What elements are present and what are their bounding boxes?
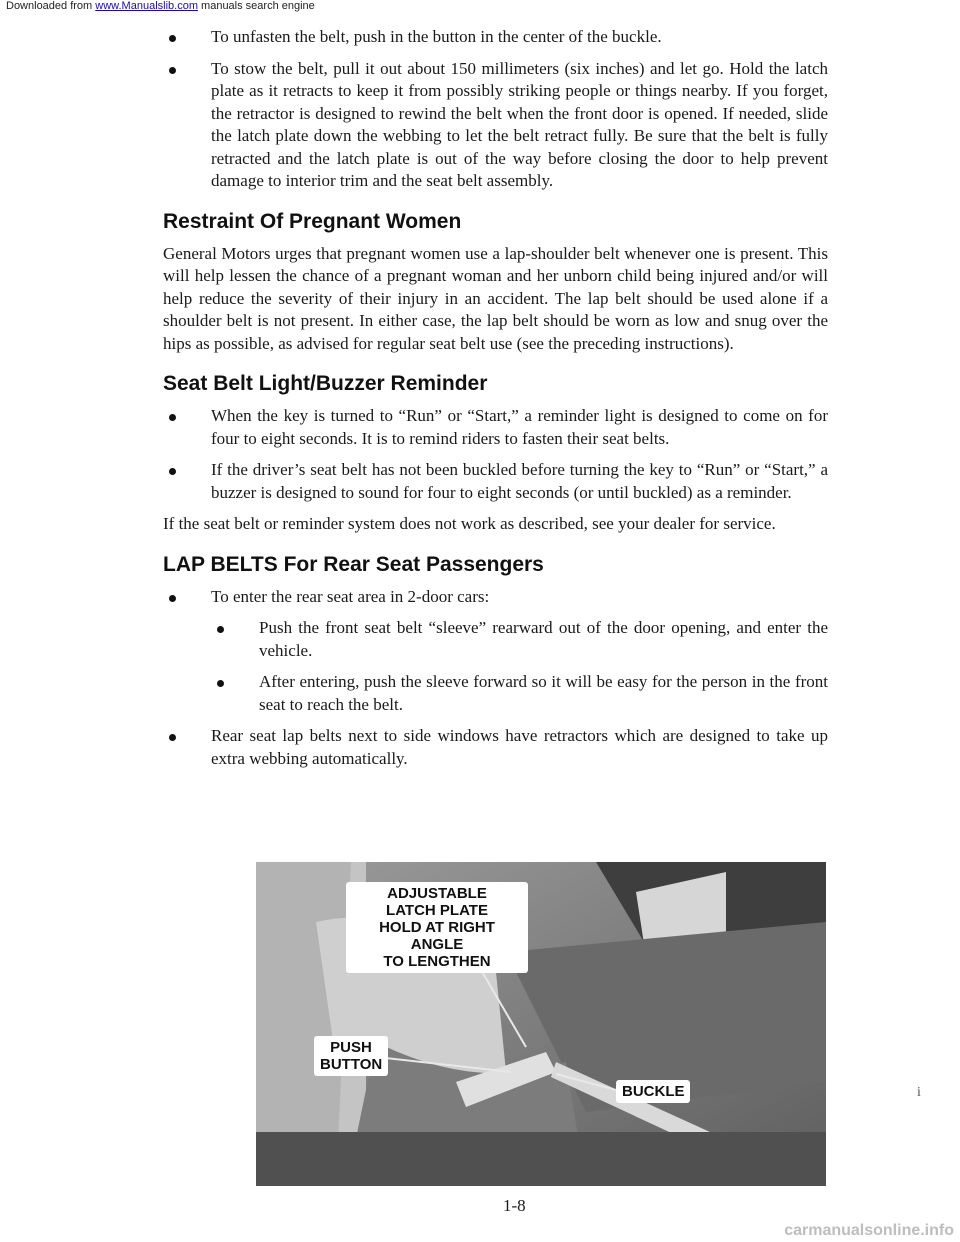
list-item: When the key is turned to “Run” or “Start,” a reminder light is designed to come on for four to eight seconds. It is to remind riders to fasten their seat belts.: [163, 405, 828, 450]
manualslib-link[interactable]: www.Manualslib.com: [95, 0, 198, 12]
section-heading-lap-belts: LAP BELTS For Rear Seat Passengers: [163, 552, 544, 576]
lap-belt-list: [163, 586, 828, 771]
list-item: To stow the belt, pull it out about 150 millimeters (six inches) and let go. Hold the latch plate as it retracts to keep it from possibly striking people or things nearby. If you forget, the retractor is designed to rewind the belt when the front door is opened. If needed, slide the latch plate down the webbing to let the belt retract fully. Be sure that the belt is fully retracted and the latch plate is out of the way before closing the door to help prevent damage to interior trim and the seat belt assembly.: [163, 58, 828, 193]
header-suffix: manuals search engine: [197, 0, 315, 12]
callout-line: HOLD AT RIGHT ANGLE: [379, 919, 495, 953]
callout-line: LATCH PLATE: [386, 902, 488, 919]
section-heading-pregnant: Restraint Of Pregnant Women: [163, 209, 462, 233]
pregnant-paragraph: General Motors urges that pregnant women use a lap-shoulder belt whenever one is present. This will help lessen the chance of a pregnant woman and her unborn child being injured and/or will help reduce the severity of their injury in an accident. The lap belt should be used alone if a shoulder belt is not present. In either case, the lap belt should be worn as low and snug over the hips as possible, as advised for regular seat belt use (see the preceding instructions).: [163, 243, 828, 353]
callout-line: PUSH: [330, 1039, 372, 1056]
push-button-callout: [314, 1036, 388, 1076]
page-content: [163, 26, 828, 779]
download-header: [6, 0, 315, 13]
unfasten-stow-list: [163, 26, 828, 193]
list-item: If the driver’s seat belt has not been buckled before turning the key to “Run” or “Start,” a buzzer is designed to sound for four to eight seconds (or until buckled) as a reminder.: [163, 459, 828, 504]
rear-entry-text: To enter the rear seat area in 2-door cars:: [211, 586, 490, 606]
rear-entry-sublist: [211, 617, 828, 716]
list-item: Push the front seat belt “sleeve” rearward out of the door opening, and enter the vehicle.: [211, 617, 828, 662]
header-prefix: Downloaded from: [6, 0, 96, 12]
reminder-service-paragraph: If the seat belt or reminder system does not work as described, see your dealer for service.: [163, 514, 776, 533]
callout-line: BUTTON: [320, 1056, 383, 1073]
reminder-list: [163, 405, 828, 504]
section-heading-reminder: Seat Belt Light/Buzzer Reminder: [163, 372, 488, 395]
list-item: After entering, push the sleeve forward so it will be easy for the person in the front seat to reach the belt.: [211, 671, 828, 716]
callout-line: ADJUSTABLE: [387, 885, 487, 902]
seat-belt-photo: [256, 862, 826, 1186]
margin-mark: i: [917, 1085, 921, 1100]
site-watermark: carmanualsonline.info: [784, 1222, 954, 1239]
page-number: 1-8: [503, 1196, 526, 1215]
callout-line: TO LENGTHEN: [383, 953, 491, 970]
list-item: To unfasten the belt, push in the button in the center of the buckle.: [163, 26, 828, 49]
buckle-callout: BUCKLE: [616, 1080, 690, 1103]
list-item: Rear seat lap belts next to side windows have retractors which are designed to take up extra webbing automatically.: [163, 725, 828, 770]
list-item: [163, 586, 828, 717]
latch-plate-callout: [346, 882, 528, 973]
photo-illustration: [256, 862, 826, 1186]
